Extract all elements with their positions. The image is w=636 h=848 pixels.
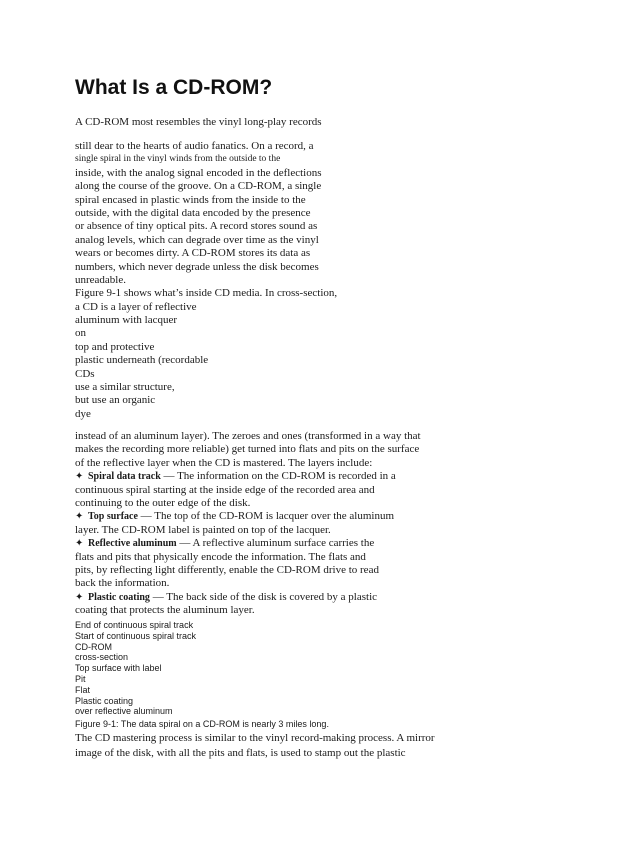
text-line: unreadable. (75, 273, 126, 286)
figure-label: End of continuous spiral track (75, 620, 194, 630)
page-title: What Is a CD-ROM? (75, 76, 273, 99)
bullet-text: — The information on the CD-ROM is recorded in a (160, 470, 396, 483)
bullet-text: — The top of the CD-ROM is lacquer over the aluminum (137, 510, 395, 523)
body-text-block-1 (75, 140, 575, 421)
figure-label: CD-ROM (75, 641, 112, 652)
figure-label: Top surface with label (75, 663, 162, 674)
text-line: dye (75, 407, 91, 420)
text-line: pits, by reflecting light differently, enable the CD-ROM drive to read (75, 563, 379, 576)
text-line: top and protective (75, 340, 155, 353)
figure-label: Pit (75, 673, 86, 684)
text-line: continuing to the outer edge of the disk. (75, 496, 251, 509)
text-line: outside, with the digital data encoded by the presence (75, 206, 311, 219)
text-line: single spiral in the vinyl winds from the outside to the (75, 154, 281, 165)
text-line: continuous spiral starting at the inside edge of the recorded area and (75, 483, 375, 496)
figure-label: cross-section (75, 652, 129, 663)
text-line: use a similar structure, (75, 381, 175, 394)
bullet-text: — The back side of the disk is covered by a plastic (149, 590, 378, 603)
text-line: analog levels, which can degrade over time as the vinyl (75, 233, 319, 246)
bullet-item-plastic-coating (75, 591, 575, 604)
text-line: coating that protects the aluminum layer. (75, 604, 255, 617)
body-text-block-2 (75, 430, 575, 617)
text-line: flats and pits that physically encode the information. The flats and (75, 550, 366, 563)
text-line: inside, with the analog signal encoded in the deflections (75, 166, 322, 179)
figure-label: Start of continuous spiral track (75, 630, 197, 641)
text-line: CDs (75, 367, 95, 380)
body-text-block-3 (75, 731, 575, 761)
text-line: wears or becomes dirty. A CD-ROM stores its data as (75, 247, 311, 260)
bullet-star-icon: ✦ (75, 538, 84, 550)
lead-paragraph: A CD-ROM most resembles the vinyl long-play records (75, 116, 322, 128)
text-line: makes the recording more reliable) get turned into flats and pits on the surface (75, 443, 420, 456)
text-line: but use an organic (75, 394, 156, 407)
text-line: The CD mastering process is similar to the vinyl record-making process. A mirror (75, 732, 435, 744)
bullet-term: Plastic coating (88, 591, 150, 603)
bullet-item-top-surface (75, 510, 575, 523)
bullet-term: Reflective aluminum (88, 538, 177, 550)
text-line: back the information. (75, 577, 170, 590)
text-line: image of the disk, with all the pits and flats, is used to stamp out the plastic (75, 747, 406, 759)
text-line: along the course of the groove. On a CD-ROM, a single (75, 180, 322, 193)
text-line: still dear to the hearts of audio fanatics. On a record, a (75, 140, 314, 152)
figure-label: Plastic coating (75, 695, 134, 706)
text-line: layer. The CD-ROM label is painted on top of the lacquer. (75, 523, 331, 536)
text-line: plastic underneath (recordable (75, 354, 209, 367)
text-line: of the reflective layer when the CD is mastered. The layers include: (75, 456, 373, 469)
bullet-star-icon: ✦ (75, 511, 84, 523)
bullet-star-icon: ✦ (75, 591, 84, 603)
figure-caption: Figure 9-1: The data spiral on a CD-ROM is nearly 3 miles long. (75, 719, 329, 729)
text-line: Figure 9-1 shows what’s inside CD media. In cross-section, (75, 287, 338, 300)
figure-label: over reflective aluminum (75, 706, 173, 717)
text-line: aluminum with lacquer (75, 314, 178, 327)
text-line: numbers, which never degrade unless the disk becomes (75, 260, 319, 273)
text-line: a CD is a layer of reflective (75, 300, 197, 313)
bullet-text: — A reflective aluminum surface carries the (176, 537, 375, 550)
text-line: or absence of tiny optical pits. A record stores sound as (75, 220, 318, 233)
figure-labels (75, 620, 196, 717)
text-line: on (75, 327, 86, 340)
text-line: spiral encased in plastic winds from the inside to the (75, 193, 306, 206)
bullet-term: Top surface (88, 511, 138, 523)
text-line: instead of an aluminum layer). The zeroes and ones (transformed in a way that (75, 430, 421, 442)
bullet-star-icon: ✦ (75, 471, 84, 483)
bullet-term: Spiral data track (88, 471, 161, 483)
bullet-item-reflective-aluminum (75, 537, 575, 550)
bullet-item-spiral-data-track (75, 470, 575, 483)
figure-label: Flat (75, 684, 91, 695)
